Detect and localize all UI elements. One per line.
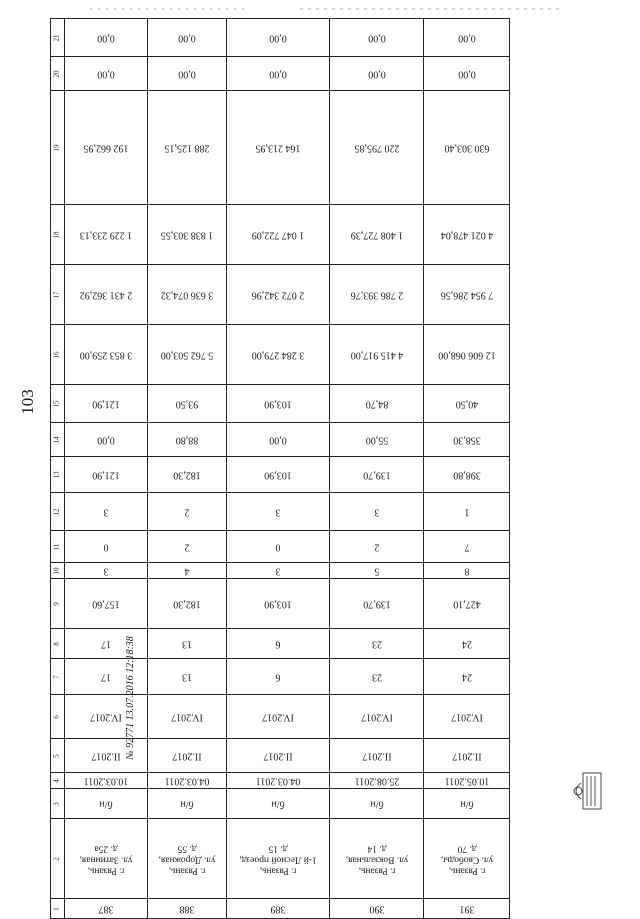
table-cell (147, 531, 227, 563)
table-row (51, 659, 510, 695)
table-row (51, 385, 510, 423)
table-cell (227, 789, 330, 819)
cell-value: II.2017 (263, 750, 293, 761)
table-cell (424, 531, 510, 563)
cell-value: IV.2017 (89, 711, 122, 722)
table-cell (64, 457, 147, 493)
table-row (51, 19, 510, 57)
cell-value: 25.08.2011 (354, 775, 399, 786)
table-cell (147, 91, 227, 205)
table-cell (424, 265, 510, 325)
cell-value: 0,00 (457, 32, 476, 43)
table-cell (147, 325, 227, 385)
table-row (51, 899, 510, 919)
table-cell (424, 91, 510, 205)
table-cell (329, 457, 424, 493)
column-number: 16 (52, 351, 61, 358)
cell-value: 93,50 (175, 398, 199, 409)
column-number: 18 (52, 231, 61, 238)
table-row (51, 773, 510, 789)
cell-value: 1 838 303,55 (160, 229, 214, 240)
cell-value: б/н (99, 798, 113, 809)
column-number: 1 (52, 906, 61, 911)
table-cell (64, 423, 147, 457)
table-row (51, 819, 510, 899)
cell-value: 5 762 503,00 (160, 349, 214, 360)
table-cell (329, 531, 424, 563)
table-cell (424, 19, 510, 57)
table-cell (227, 325, 330, 385)
column-number: 5 (52, 753, 61, 758)
column-number: 20 (52, 70, 61, 77)
cell-value: 389 (270, 903, 286, 914)
column-number-cell (51, 739, 65, 773)
cell-value: 0,00 (269, 434, 287, 445)
address-text: г. Рязань, ул. Вокзальная, д. 14 (345, 843, 408, 875)
table-cell (227, 493, 330, 531)
table-cell (227, 531, 330, 563)
column-number: 4 (52, 778, 61, 783)
table-row (51, 789, 510, 819)
cell-value: IV.2017 (360, 711, 393, 722)
table-cell (147, 789, 227, 819)
table-cell (147, 579, 227, 629)
cell-value: 0,00 (269, 68, 287, 79)
cell-value: б/н (271, 798, 285, 809)
column-number-cell (51, 265, 65, 325)
table-row (51, 91, 510, 205)
address-text: г. Рязань, ул. Свободы, д. 70 (440, 843, 493, 875)
cell-value: б/н (460, 798, 474, 809)
cell-value: б/н (369, 798, 384, 809)
cell-value: 2 (184, 541, 190, 552)
table-cell (424, 899, 510, 919)
cell-value: 13 (181, 638, 192, 649)
table-cell (64, 205, 147, 265)
table-row (51, 579, 510, 629)
cell-value: 10.03.2011 (83, 775, 129, 786)
table-cell (227, 205, 330, 265)
cell-value: 220 795,85 (354, 142, 400, 153)
column-number: 12 (52, 508, 61, 515)
column-number: 13 (52, 471, 61, 478)
cell-value: 24 (461, 638, 472, 649)
table-cell (424, 423, 510, 457)
cell-value: 192 662,95 (83, 142, 129, 153)
cell-value: 1 408 727,39 (350, 229, 403, 240)
cell-value: 4 415 917,00 (350, 349, 403, 360)
table-cell (329, 325, 424, 385)
address-text: г. Рязань, ул. Дорожная, д. 55 (158, 843, 216, 875)
column-number-cell (51, 819, 65, 899)
table-cell (147, 385, 227, 423)
table-cell (329, 773, 424, 789)
table-cell (147, 265, 227, 325)
cell-value: 390 (369, 903, 385, 914)
column-number: 2 (52, 856, 61, 861)
column-number-cell (51, 629, 65, 659)
cell-value: 1 (464, 506, 470, 517)
table-row (51, 325, 510, 385)
cell-value: 23 (371, 638, 382, 649)
cell-value: 5 (374, 565, 380, 576)
cell-value: 2 (374, 541, 380, 552)
table-cell (64, 19, 147, 57)
cell-value: 3 636 074,32 (160, 289, 214, 300)
table-cell (227, 57, 330, 91)
cell-value: 0,00 (178, 32, 196, 43)
cell-value: II.2017 (172, 750, 202, 761)
column-number-cell (51, 531, 65, 563)
cell-value: 288 125,15 (164, 142, 210, 153)
table-cell (147, 57, 227, 91)
column-number: 6 (52, 714, 61, 719)
registration-stamp: № 92771 13.07.2016 12:18:38 (125, 636, 136, 760)
cell-value: 387 (98, 903, 114, 914)
notary-emblem (572, 768, 612, 814)
cell-value: 182,30 (173, 469, 201, 480)
cell-value: 121,90 (92, 398, 120, 409)
cell-value: 0,00 (367, 68, 386, 79)
cell-value: 17 (100, 671, 111, 682)
column-number-cell (51, 493, 65, 531)
table-cell (227, 659, 330, 695)
table-row (51, 695, 510, 739)
cell-value: 0 (103, 541, 109, 552)
column-number: 14 (52, 436, 61, 443)
table-row (51, 265, 510, 325)
cell-value: 40,50 (455, 398, 478, 409)
column-number-cell (51, 385, 65, 423)
cell-value: 2 072 342,96 (251, 289, 305, 300)
cell-value: 388 (179, 903, 195, 914)
table-cell (64, 899, 147, 919)
cell-value: 164 213,95 (255, 142, 301, 153)
column-number-cell (51, 773, 65, 789)
table-cell (329, 819, 424, 899)
table-cell (329, 91, 424, 205)
cell-value: 17 (100, 638, 111, 649)
table-row (51, 57, 510, 91)
cell-value: 6 (275, 638, 281, 649)
table-cell (424, 325, 510, 385)
table-cell (424, 739, 510, 773)
cell-value: 1 229 233,13 (79, 229, 132, 240)
table-cell (227, 385, 330, 423)
cell-value: 3 284 279,00 (251, 349, 305, 360)
table-cell (424, 773, 510, 789)
column-number: 7 (52, 674, 61, 679)
cell-value: 0,00 (367, 32, 386, 43)
cell-value: 3 (103, 565, 109, 576)
table-cell (227, 773, 330, 789)
table-cell (424, 563, 510, 579)
cell-value: 2 431 362,92 (79, 289, 132, 300)
table-cell (424, 457, 510, 493)
cell-value: 1 047 722,09 (251, 229, 305, 240)
table-cell (147, 493, 227, 531)
table-cell (424, 695, 510, 739)
table-cell (227, 695, 330, 739)
cell-value: II.2017 (361, 750, 392, 761)
column-number-cell (51, 579, 65, 629)
table-row (51, 423, 510, 457)
cell-value: 3 (374, 506, 380, 517)
cell-value: 103,90 (264, 398, 292, 409)
column-number: 21 (52, 34, 61, 41)
table-cell (147, 659, 227, 695)
cell-value: 398,80 (452, 469, 481, 480)
table-cell (329, 629, 424, 659)
cell-value: 0 (275, 541, 281, 552)
table-cell (64, 91, 147, 205)
table-row (51, 205, 510, 265)
table-cell (227, 19, 330, 57)
table-cell (329, 385, 424, 423)
table-cell (424, 205, 510, 265)
table-row (51, 493, 510, 531)
cell-value: 139,70 (362, 469, 391, 480)
cell-value: 391 (459, 903, 475, 914)
cell-value: 0,00 (97, 434, 115, 445)
column-number: 9 (52, 601, 61, 606)
cell-value: 23 (371, 671, 382, 682)
cell-value: 3 853 259,00 (79, 349, 132, 360)
table-row (51, 739, 510, 773)
table-cell (424, 493, 510, 531)
cell-value: 8 (464, 565, 470, 576)
cell-value: 3 (275, 506, 281, 517)
table-cell (147, 695, 227, 739)
table-cell (147, 899, 227, 919)
table-row (51, 457, 510, 493)
table-cell (329, 579, 424, 629)
cell-value: 0,00 (178, 68, 196, 79)
table-cell (147, 563, 227, 579)
cell-value: 7 954 286,56 (440, 289, 493, 300)
table-cell (227, 739, 330, 773)
cell-value: 7 (464, 541, 470, 552)
column-number-cell (51, 205, 65, 265)
cell-value: 3 (275, 565, 281, 576)
table-cell (147, 773, 227, 789)
cell-value: II.2017 (452, 750, 482, 761)
table-cell (227, 899, 330, 919)
cell-value: 6 (275, 671, 281, 682)
cell-value: 04.03.2011 (164, 775, 210, 786)
table-cell (147, 205, 227, 265)
cell-value: 358,30 (452, 434, 481, 445)
column-number-cell (51, 19, 65, 57)
top-edge-artifacts (0, 0, 640, 8)
page-number: 103 (18, 389, 37, 415)
column-number-cell (51, 325, 65, 385)
table-row (51, 629, 510, 659)
cell-value: 4 021 478,04 (440, 229, 493, 240)
cell-value: 88,80 (175, 434, 199, 445)
cell-value: II.2017 (91, 750, 121, 761)
column-number: 8 (52, 641, 61, 646)
table-cell (227, 629, 330, 659)
table-cell (329, 265, 424, 325)
cell-value: 0,00 (457, 68, 476, 79)
table-cell (227, 265, 330, 325)
table-cell (227, 563, 330, 579)
column-number-cell (51, 789, 65, 819)
table-cell (424, 385, 510, 423)
table-cell (227, 423, 330, 457)
column-number-cell (51, 659, 65, 695)
cell-value: 157,60 (92, 598, 120, 609)
table-cell (147, 629, 227, 659)
table-cell (147, 457, 227, 493)
table-cell (227, 457, 330, 493)
table-cell (329, 789, 424, 819)
column-number-cell (51, 57, 65, 91)
cell-value: 10.05.2011 (444, 775, 489, 786)
column-number: 10 (52, 567, 61, 574)
address-text: г. Рязань, 1-й Лесной проезд, д. 15 (239, 843, 317, 875)
table-row (51, 563, 510, 579)
table-cell (329, 659, 424, 695)
cell-value: 103,90 (264, 598, 292, 609)
cell-value: 2 (184, 506, 190, 517)
table-cell (424, 57, 510, 91)
cell-value: 13 (181, 671, 192, 682)
cell-value: 12 606 068,00 (437, 349, 496, 360)
table-cell (64, 265, 147, 325)
table-cell (424, 659, 510, 695)
cell-value: 103,90 (264, 469, 292, 480)
table-cell (329, 493, 424, 531)
cell-value: 121,90 (92, 469, 120, 480)
cell-value: 55,00 (365, 434, 388, 445)
table-cell (227, 819, 330, 899)
table-cell (329, 899, 424, 919)
cell-value: IV.2017 (450, 711, 483, 722)
table-row (51, 531, 510, 563)
column-number: 15 (52, 400, 61, 407)
cell-value: 04.03.2011 (255, 775, 301, 786)
table-cell (329, 205, 424, 265)
table-cell (424, 629, 510, 659)
registry-table (50, 18, 510, 919)
table-cell (147, 19, 227, 57)
table-cell (147, 739, 227, 773)
table-cell (64, 325, 147, 385)
table-cell (227, 579, 330, 629)
table-cell (329, 563, 424, 579)
column-number: 17 (52, 291, 61, 298)
cell-value: IV.2017 (262, 711, 294, 722)
cell-value: 3 (103, 506, 109, 517)
table-cell (424, 789, 510, 819)
table-cell (329, 695, 424, 739)
table-cell (329, 739, 424, 773)
cell-value: 139,70 (362, 598, 391, 609)
cell-value: IV.2017 (170, 711, 203, 722)
table-cell (424, 579, 510, 629)
column-number: 11 (52, 543, 61, 550)
table-cell (424, 819, 510, 899)
cell-value: б/н (180, 798, 194, 809)
column-number-cell (51, 91, 65, 205)
address-text: г. Рязань, ул. Затинная, д. 25а (79, 843, 133, 875)
table-cell (329, 423, 424, 457)
cell-value: 630 303,40 (444, 142, 490, 153)
table-cell (329, 57, 424, 91)
cell-value: 0,00 (97, 32, 115, 43)
table-cell (329, 19, 424, 57)
cell-value: 427,10 (452, 598, 481, 609)
cell-value: 4 (184, 565, 190, 576)
column-number-cell (51, 423, 65, 457)
cell-value: 182,30 (173, 598, 201, 609)
column-number-cell (51, 695, 65, 739)
cell-value: 0,00 (269, 32, 287, 43)
table-cell (64, 57, 147, 91)
cell-value: 84,70 (365, 398, 388, 409)
column-number-cell (51, 563, 65, 579)
column-number-cell (51, 899, 65, 919)
column-number: 19 (52, 144, 61, 151)
cell-value: 24 (461, 671, 472, 682)
table-cell (64, 493, 147, 531)
cell-value: 0,00 (97, 68, 115, 79)
table-cell (64, 385, 147, 423)
column-number: 3 (52, 801, 61, 806)
column-number-cell (51, 457, 65, 493)
table-cell (227, 91, 330, 205)
cell-value: 2 786 393,76 (350, 289, 403, 300)
table-cell (147, 819, 227, 899)
table-cell (147, 423, 227, 457)
